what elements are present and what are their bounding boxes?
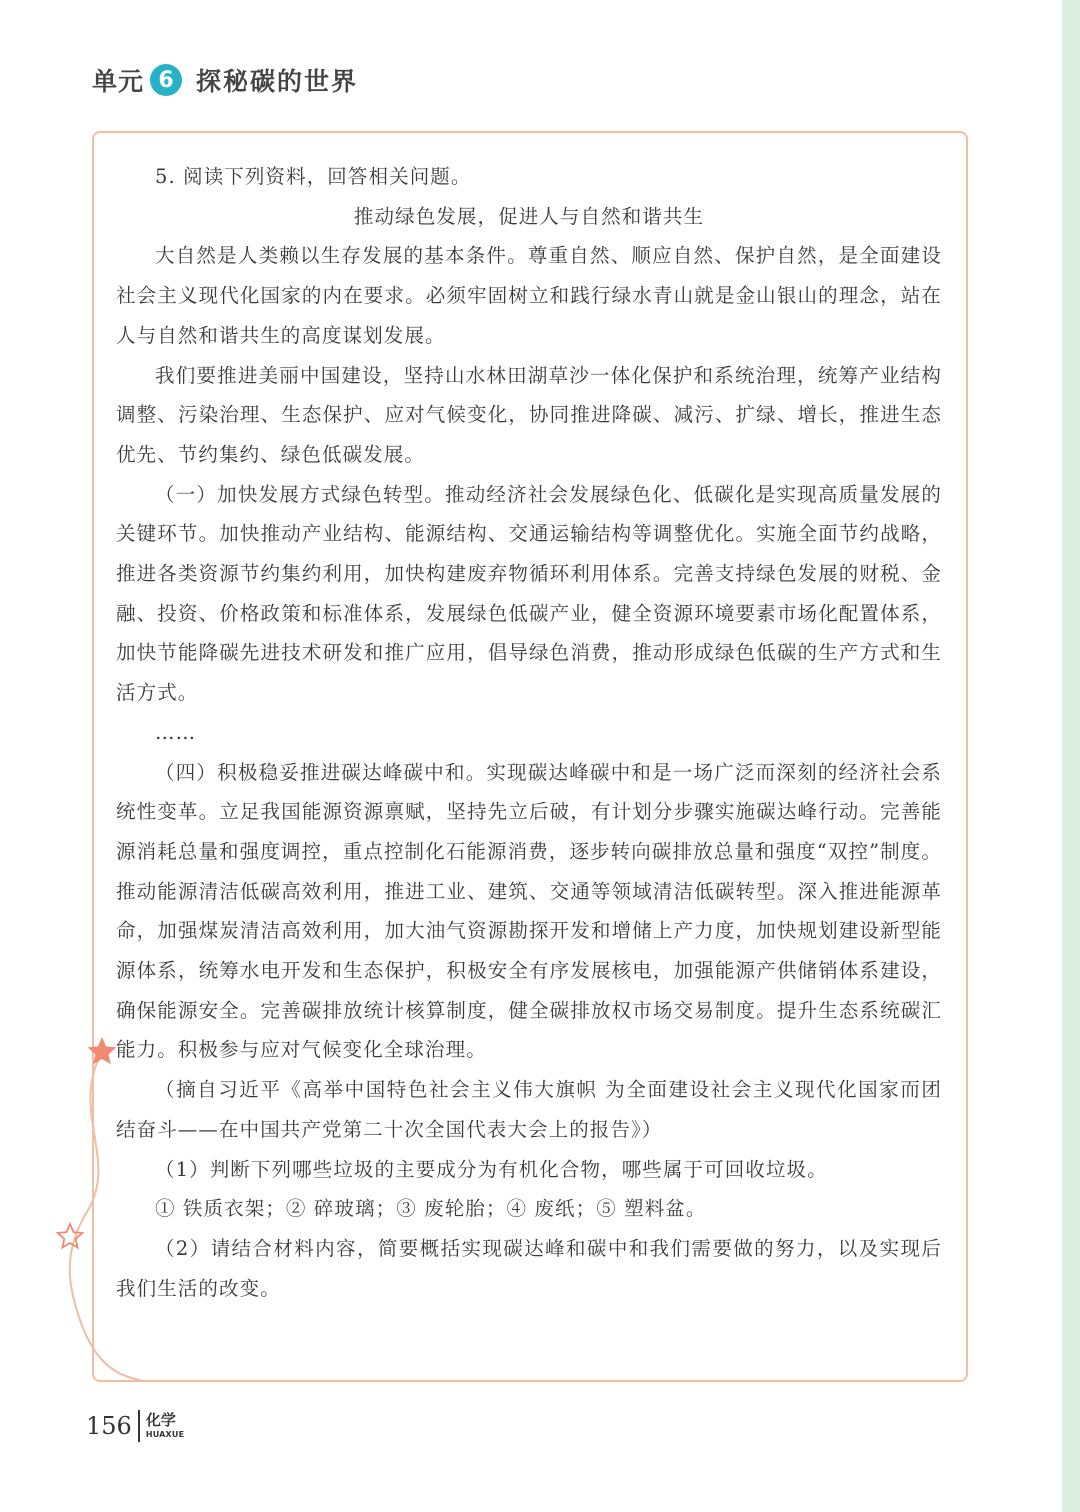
article-title: 推动绿色发展，促进人与自然和谐共生 bbox=[353, 204, 705, 228]
sub-question-1-items: ① 铁质衣架；② 碎玻璃；③ 废轮胎；④ 废纸；⑤ 塑料盆。 bbox=[155, 1197, 707, 1221]
unit-label: 单元 bbox=[92, 67, 145, 96]
sub-question-1: （1）判断下列哪些垃圾的主要成分为有机化合物，哪些属于可回收垃圾。 bbox=[155, 1157, 828, 1181]
citation: （摘自习近平《高举中国特色社会主义伟大旗帜 为全面建设社会主义现代化国家而团结奋斗——在中国共产党第二十次全国代表大会上的报告》） bbox=[116, 1078, 942, 1141]
filled-star-icon bbox=[88, 1037, 117, 1064]
footer-divider bbox=[138, 1410, 140, 1442]
subject-label bbox=[146, 1413, 184, 1439]
subject-en: HUAXUE bbox=[145, 1430, 185, 1439]
sub-question-2: （2）请结合材料内容，简要概括实现碳达峰和碳中和我们需要做的努力，以及实现后我们生活的改变。 bbox=[116, 1236, 942, 1300]
ellipsis: …… bbox=[155, 720, 197, 744]
page-footer bbox=[86, 1410, 184, 1442]
unit-number-badge: 6 bbox=[150, 64, 182, 96]
subject-cn: 化学 bbox=[145, 1411, 176, 1429]
page-number: 156 bbox=[86, 1412, 132, 1440]
paragraph-4: （四）积极稳妥推进碳达峰碳中和。实现碳达峰碳中和是一场广泛而深刻的经济社会系统性变革。立足我国能源资源禀赋，坚持先立后破，有计划分步骤实施碳达峰行动。完善能源消耗总量和强度调控，重点控制化石能源消费，逐步转向碳排放总量和强度“双控”制度。推动能源清洁低碳高效利用，推进工业、建筑、交通等领域清洁低碳转型。深入推进能源革命，加强煤炭清洁高效利用，加大油气资源勘探开发和增储上产力度，加快规划建设新型能源体系，统筹水电开发和生态保护，积极安全有序发展核电，加强能源产供储销体系建设，确保能源安全。完善碳排放统计核算制度，健全碳排放权市场交易制度。提升生态系统碳汇能力。积极参与应对气候变化全球治理。 bbox=[116, 760, 942, 1062]
question-heading: 5. 阅读下列资料，回答相关问题。 bbox=[155, 165, 472, 188]
unit-title: 探秘碳的世界 bbox=[196, 67, 359, 96]
content-area bbox=[116, 157, 942, 1308]
paragraph-3: （一）加快发展方式绿色转型。推动经济社会发展绿色化、低碳化是实现高质量发展的关键环节。加快推动产业结构、能源结构、交通运输结构等调整优化。实施全面节约战略，推进各类资源节约集约利用，加快构建废弃物循环利用体系。完善支持绿色发展的财税、金融、投资、价格政策和标准体系，发展绿色低碳产业，健全资源环境要素市场化配置体系，加快节能降碳先进技术研发和推广应用，倡导绿色消费，推动形成绿色低碳的生产方式和生活方式。 bbox=[116, 482, 942, 705]
paragraph-1: 大自然是人类赖以生存发展的基本条件。尊重自然、顺应自然、保护自然，是全面建设社会主义现代化国家的内在要求。必须牢固树立和践行绿水青山就是金山银山的理念，站在人与自然和谐共生的高度谋划发展。 bbox=[116, 244, 942, 347]
paragraph-2: 我们要推进美丽中国建设，坚持山水林田湖草沙一体化保护和系统治理，统筹产业结构调整、污染治理、生态保护、应对气候变化，协同推进降碳、减污、扩绿、增长，推进生态优先、节约集约、绿色低碳发展。 bbox=[116, 363, 942, 466]
